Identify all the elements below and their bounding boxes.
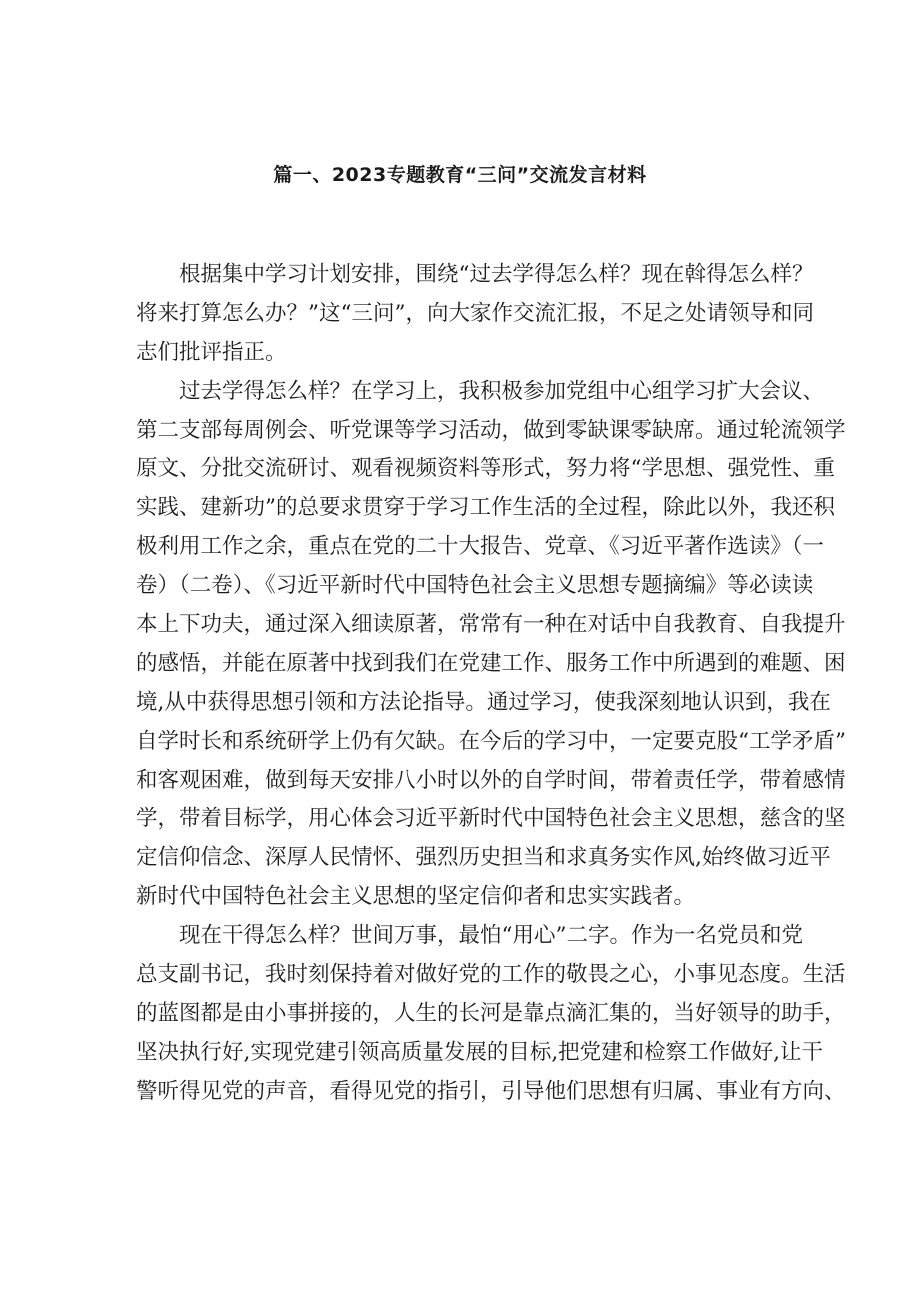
- text-line: 实践、建新功”的总要求贯穿于学习工作生活的全过程，除此以外，我还积: [136, 495, 835, 521]
- text-line: 的感悟，并能在原著中找到我们在党建工作、服务工作中所遇到的难题、困: [136, 650, 846, 676]
- text-line: 的蓝图都是由小事拼接的，人生的长河是靠点滴汇集的，当好领导的助手，: [136, 1000, 846, 1026]
- text-line: 和客观困难，做到每天安排八小时以外的自学时间，带着责任学，带着感情: [136, 767, 846, 793]
- text-line: 过去学得怎么样？在学习上，我积极参加党组中心组学习扩大会议、: [179, 378, 825, 404]
- paragraph-1: [136, 256, 814, 373]
- text-line: 现在干得怎么样？世间万事，最怕“用心”二字。作为一名党员和党: [179, 923, 803, 949]
- paragraph-3: [136, 917, 846, 1111]
- document-body: [136, 256, 846, 1112]
- text-line: 定信仰信念、深厚人民情怀、强烈历史担当和求真务实作风,始终做习近平: [136, 845, 831, 871]
- text-line: 自学时长和系统研学上仍有欠缺。在今后的学习中，一定要克股“工学矛盾”: [136, 728, 846, 754]
- text-line: 新时代中国特色社会主义思想的坚定信仰者和忠实实践者。: [136, 884, 696, 910]
- text-line: 志们批评指正。: [136, 339, 287, 365]
- text-line: 坚决执行好,实现党建引领高质量发展的目标,把党建和检察工作做好,让干: [136, 1039, 824, 1065]
- text-line: 第二支部每周例会、听党课等学习活动，做到零缺课零缺席。通过轮流领学: [136, 417, 846, 443]
- text-line: 原文、分批交流研讨、观看视频资料等形式，努力将“学思想、强党性、重: [136, 456, 835, 482]
- text-line: 学，带着目标学，用心体会习近平新时代中国特色社会主义思想，慈含的坚: [136, 806, 846, 832]
- text-line: 卷）（二卷）、《习近平新时代中国特色社会主义思想专题摘编》等必读读: [136, 573, 814, 599]
- text-line: 境,从中获得思想引领和方法论指导。通过学习，使我深刻地认识到，我在: [136, 689, 831, 715]
- document-title: 篇一、2023专题教育“三问”交流发言材料: [273, 164, 647, 186]
- text-line: 警听得见党的声音，看得见党的指引，引导他们思想有归属、事业有方向、: [136, 1078, 846, 1104]
- text-line: 将来打算怎么办？”这“三问”，向大家作交流汇报，不足之处请领导和同: [136, 300, 814, 326]
- paragraph-2: [136, 373, 846, 917]
- text-line: 极利用工作之余，重点在党的二十大报告、党章、《习近平著作选读》（一: [136, 534, 825, 560]
- text-line: 根据集中学习计划安排，围绕“过去学得怎么样？现在斡得怎么样？: [179, 262, 814, 287]
- text-line: 本上下功夫，通过深入细读原著，常常有一种在对话中自我教育、自我提升: [136, 612, 846, 638]
- text-line: 总支副书记，我时刻保持着对做好党的工作的敬畏之心，小事见态度。生活: [136, 962, 846, 988]
